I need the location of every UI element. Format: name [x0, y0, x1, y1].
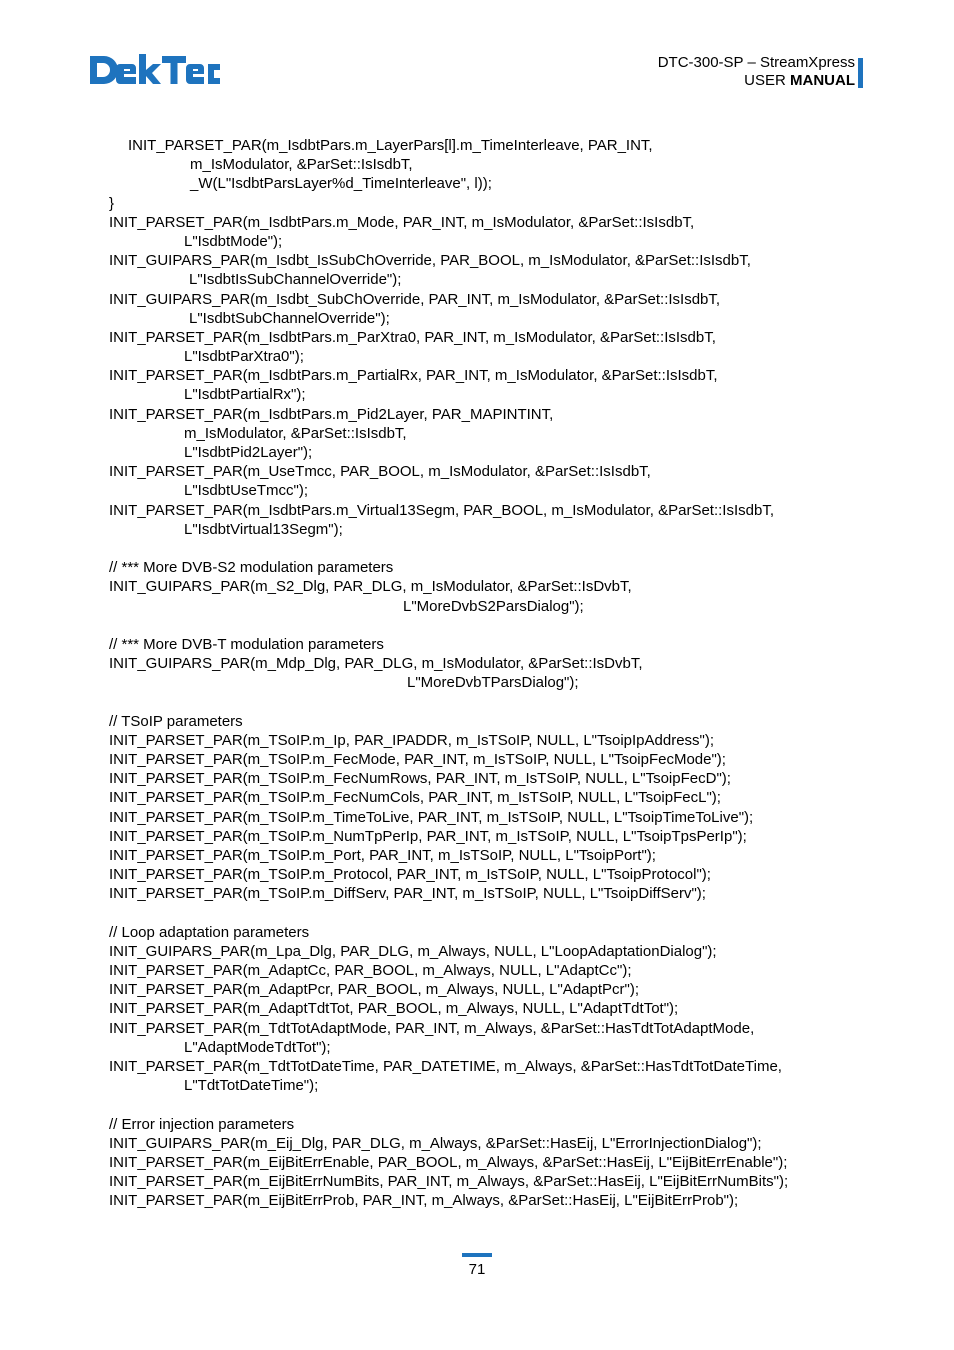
code-line: _W(L"IsdbtParsLayer%d_TimeInterleave", l)); [190, 175, 492, 193]
code-line: L"IsdbtIsSubChannelOverride"); [189, 271, 402, 289]
code-line: L"IsdbtMode"); [184, 232, 283, 250]
code-line: INIT_PARSET_PAR(m_TSoIP.m_FecNumCols, PAR_INT, m_IsTSoIP, NULL, L"TsoipFecL"); [109, 789, 721, 807]
code-line: L"AdaptModeTdtTot"); [184, 1038, 331, 1056]
header-accent-bar [858, 58, 863, 88]
code-line: INIT_PARSET_PAR(m_AdaptCc, PAR_BOOL, m_Always, NULL, L"AdaptCc"); [109, 962, 632, 980]
code-line: // *** More DVB-T modulation parameters [109, 635, 384, 653]
code-line: INIT_PARSET_PAR(m_TSoIP.m_Ip, PAR_IPADDR, m_IsTSoIP, NULL, L"TsoipIpAddress"); [109, 731, 715, 749]
code-line: INIT_PARSET_PAR(m_EijBitErrEnable, PAR_BOOL, m_Always, &ParSet::HasEij, L"EijBitErrEnable"); [109, 1153, 788, 1171]
code-line: INIT_PARSET_PAR(m_TSoIP.m_DiffServ, PAR_INT, m_IsTSoIP, NULL, L"TsoipDiffServ"); [109, 885, 706, 903]
code-line: // Error injection parameters [109, 1115, 295, 1133]
code-line: INIT_PARSET_PAR(m_IsdbtPars.m_PartialRx, PAR_INT, m_IsModulator, &ParSet::IsIsdbT, [109, 367, 718, 385]
code-line: INIT_PARSET_PAR(m_IsdbtPars.m_Pid2Layer, PAR_MAPINTINT, [109, 405, 554, 423]
code-line: L"IsdbtParXtra0"); [184, 348, 304, 366]
code-line: INIT_GUIPARS_PAR(m_Eij_Dlg, PAR_DLG, m_Always, &ParSet::HasEij, L"ErrorInjectionDialog"); [109, 1134, 762, 1152]
code-line: // TSoIP parameters [109, 712, 243, 730]
code-line: L"IsdbtPartialRx"); [184, 386, 306, 404]
code-line: INIT_GUIPARS_PAR(m_Isdbt_IsSubChOverride, PAR_BOOL, m_IsModulator, &ParSet::IsIsdbT, [109, 252, 751, 270]
code-line: INIT_PARSET_PAR(m_TSoIP.m_NumTpPerIp, PAR_INT, m_IsTSoIP, NULL, L"TsoipTpsPerIp"); [109, 827, 747, 845]
code-line: INIT_PARSET_PAR(m_UseTmcc, PAR_BOOL, m_IsModulator, &ParSet::IsIsdbT, [109, 463, 651, 481]
blank-line [109, 616, 829, 635]
code-line: INIT_PARSET_PAR(m_TSoIP.m_Port, PAR_INT, m_IsTSoIP, NULL, L"TsoipPort"); [109, 846, 656, 864]
code-line: INIT_PARSET_PAR(m_AdaptPcr, PAR_BOOL, m_Always, NULL, L"AdaptPcr"); [109, 981, 639, 999]
code-line: INIT_PARSET_PAR(m_IsdbtPars.m_Virtual13Segm, PAR_BOOL, m_IsModulator, &ParSet::IsIsdbT, [109, 501, 774, 519]
code-line: L"IsdbtVirtual13Segm"); [184, 520, 343, 538]
code-line: INIT_PARSET_PAR(m_TdtTotAdaptMode, PAR_INT, m_Always, &ParSet::HasTdtTotAdaptMode, [109, 1019, 755, 1037]
dektec-logo [88, 50, 220, 90]
blank-line [109, 1095, 829, 1114]
code-line: // Loop adaptation parameters [109, 923, 310, 941]
code-line: INIT_PARSET_PAR(m_EijBitErrProb, PAR_INT, m_Always, &ParSet::HasEij, L"EijBitErrProb"); [109, 1192, 739, 1210]
code-line: INIT_GUIPARS_PAR(m_S2_Dlg, PAR_DLG, m_IsModulator, &ParSet::IsDvbT, [109, 578, 632, 596]
code-line: L"MoreDvbTParsDialog"); [407, 674, 579, 692]
code-line: INIT_GUIPARS_PAR(m_Mdp_Dlg, PAR_DLG, m_IsModulator, &ParSet::IsDvbT, [109, 655, 643, 673]
code-line: m_IsModulator, &ParSet::IsIsdbT, [190, 156, 413, 174]
code-line: INIT_GUIPARS_PAR(m_Isdbt_SubChOverride, PAR_INT, m_IsModulator, &ParSet::IsIsdbT, [109, 290, 721, 308]
page-number: 71 [468, 1261, 486, 1278]
blank-line [109, 692, 829, 711]
manual-label: USER MANUAL [744, 72, 855, 89]
code-line: INIT_PARSET_PAR(m_TdtTotDateTime, PAR_DATETIME, m_Always, &ParSet::HasTdtTotDateTime, [109, 1058, 782, 1075]
code-line: INIT_PARSET_PAR(m_TSoIP.m_FecNumRows, PAR_INT, m_IsTSoIP, NULL, L"TsoipFecD"); [109, 770, 731, 788]
code-line: INIT_PARSET_PAR(m_TSoIP.m_TimeToLive, PAR_INT, m_IsTSoIP, NULL, L"TsoipTimeToLive"); [109, 808, 754, 826]
code-line: L"MoreDvbS2ParsDialog"); [403, 597, 584, 615]
code-line: INIT_PARSET_PAR(m_TSoIP.m_FecMode, PAR_INT, m_IsTSoIP, NULL, L"TsoipFecMode"); [109, 751, 726, 768]
code-line: INIT_PARSET_PAR(m_IsdbtPars.m_LayerPars[l].m_TimeInterleave, PAR_INT, [128, 137, 653, 154]
code-line: INIT_PARSET_PAR(m_IsdbtPars.m_ParXtra0, PAR_INT, m_IsModulator, &ParSet::IsIsdbT, [109, 328, 716, 346]
code-line: INIT_PARSET_PAR(m_IsdbtPars.m_Mode, PAR_INT, m_IsModulator, &ParSet::IsIsdbT, [109, 213, 695, 231]
code-listing [109, 136, 829, 1211]
code-line: m_IsModulator, &ParSet::IsIsdbT, [184, 424, 407, 442]
code-line: L"IsdbtUseTmcc"); [184, 482, 309, 500]
code-line: INIT_GUIPARS_PAR(m_Lpa_Dlg, PAR_DLG, m_Always, NULL, L"LoopAdaptationDialog"); [109, 942, 717, 960]
code-line: L"TdtTotDateTime"); [184, 1077, 319, 1095]
product-title: DTC-300-SP – StreamXpress [657, 54, 855, 71]
code-line: // *** More DVB-S2 modulation parameters [109, 559, 394, 577]
footer-accent-bar [462, 1253, 492, 1257]
code-line: } [109, 194, 115, 212]
code-line: INIT_PARSET_PAR(m_TSoIP.m_Protocol, PAR_INT, m_IsTSoIP, NULL, L"TsoipProtocol"); [109, 866, 711, 884]
code-line: L"IsdbtSubChannelOverride"); [189, 309, 390, 327]
blank-line [109, 539, 829, 558]
blank-line [109, 904, 829, 923]
document-header [658, 54, 855, 90]
code-line: L"IsdbtPid2Layer"); [184, 444, 313, 461]
code-line: INIT_PARSET_PAR(m_AdaptTdtTot, PAR_BOOL, m_Always, NULL, L"AdaptTdtTot"); [109, 1000, 679, 1018]
code-line: INIT_PARSET_PAR(m_EijBitErrNumBits, PAR_INT, m_Always, &ParSet::HasEij, L"EijBitErrNumBits"); [109, 1173, 789, 1191]
